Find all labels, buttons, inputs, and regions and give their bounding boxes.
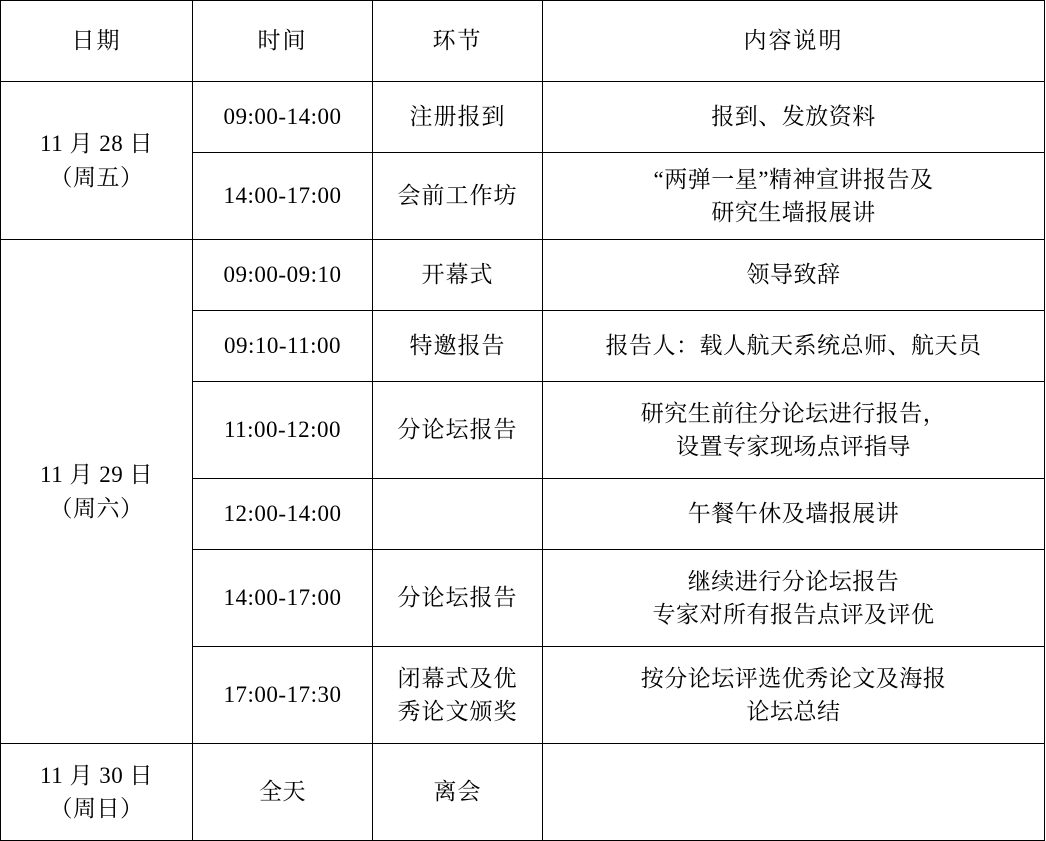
time-cell: 09:00-09:10 [193, 240, 373, 311]
column-header-date: 日期 [1, 1, 193, 82]
table-header-row [1, 1, 1045, 82]
time-cell: 12:00-14:00 [193, 479, 373, 550]
description-line: 研究生前往分论坛进行报告， [640, 400, 947, 426]
description-line: 专家对所有报告点评及评优 [652, 602, 935, 627]
session-cell [373, 479, 543, 550]
description-line: 论坛总结 [746, 699, 841, 724]
description-cell: 领导致辞 [543, 240, 1045, 311]
session-cell: 分论坛报告 [373, 382, 543, 479]
date-cell-day1 [1, 82, 193, 240]
date-cell-day2 [1, 240, 193, 744]
description-cell [543, 744, 1045, 841]
time-cell: 14:00-17:00 [193, 550, 373, 647]
session-cell: 离会 [373, 744, 543, 841]
description-cell [543, 153, 1045, 240]
date-line-weekday: （周六） [49, 495, 144, 521]
date-cell-day3 [1, 744, 193, 841]
time-cell: 09:00-14:00 [193, 82, 373, 153]
session-line: 闭幕式及优 [397, 665, 518, 691]
time-cell: 14:00-17:00 [193, 153, 373, 240]
session-cell: 注册报到 [373, 82, 543, 153]
date-line-weekday: （周日） [49, 796, 144, 821]
description-line: 继续进行分论坛报告 [687, 568, 900, 594]
session-cell: 特邀报告 [373, 311, 543, 382]
description-line: 按分论坛评选优秀论文及海报 [640, 665, 947, 691]
session-cell: 开幕式 [373, 240, 543, 311]
description-line: 设置专家现场点评指导 [676, 434, 911, 459]
description-line: 研究生墙报展讲 [711, 200, 876, 225]
description-cell [543, 550, 1045, 647]
column-header-description: 内容说明 [543, 1, 1045, 82]
description-cell: 报到、发放资料 [543, 82, 1045, 153]
description-line: “两弹一星”精神宣讲报告及 [653, 166, 934, 192]
session-line: 秀论文颁奖 [397, 699, 518, 724]
column-header-time: 时间 [193, 1, 373, 82]
description-cell [543, 647, 1045, 744]
table-row [1, 744, 1045, 841]
description-cell: 午餐午休及墙报展讲 [543, 479, 1045, 550]
date-line-primary: 11 月 28 日 [40, 131, 153, 157]
date-line-primary: 11 月 29 日 [40, 462, 153, 488]
session-cell: 分论坛报告 [373, 550, 543, 647]
description-cell [543, 382, 1045, 479]
table-row [1, 82, 1045, 153]
time-cell: 全天 [193, 744, 373, 841]
date-line-primary: 11 月 30 日 [40, 762, 153, 788]
time-cell: 11:00-12:00 [193, 382, 373, 479]
time-cell: 17:00-17:30 [193, 647, 373, 744]
date-line-weekday: （周五） [49, 164, 144, 190]
description-cell: 报告人：载人航天系统总师、航天员 [543, 311, 1045, 382]
table-row [1, 240, 1045, 311]
column-header-session: 环节 [373, 1, 543, 82]
session-cell [373, 647, 543, 744]
session-cell: 会前工作坊 [373, 153, 543, 240]
time-cell: 09:10-11:00 [193, 311, 373, 382]
